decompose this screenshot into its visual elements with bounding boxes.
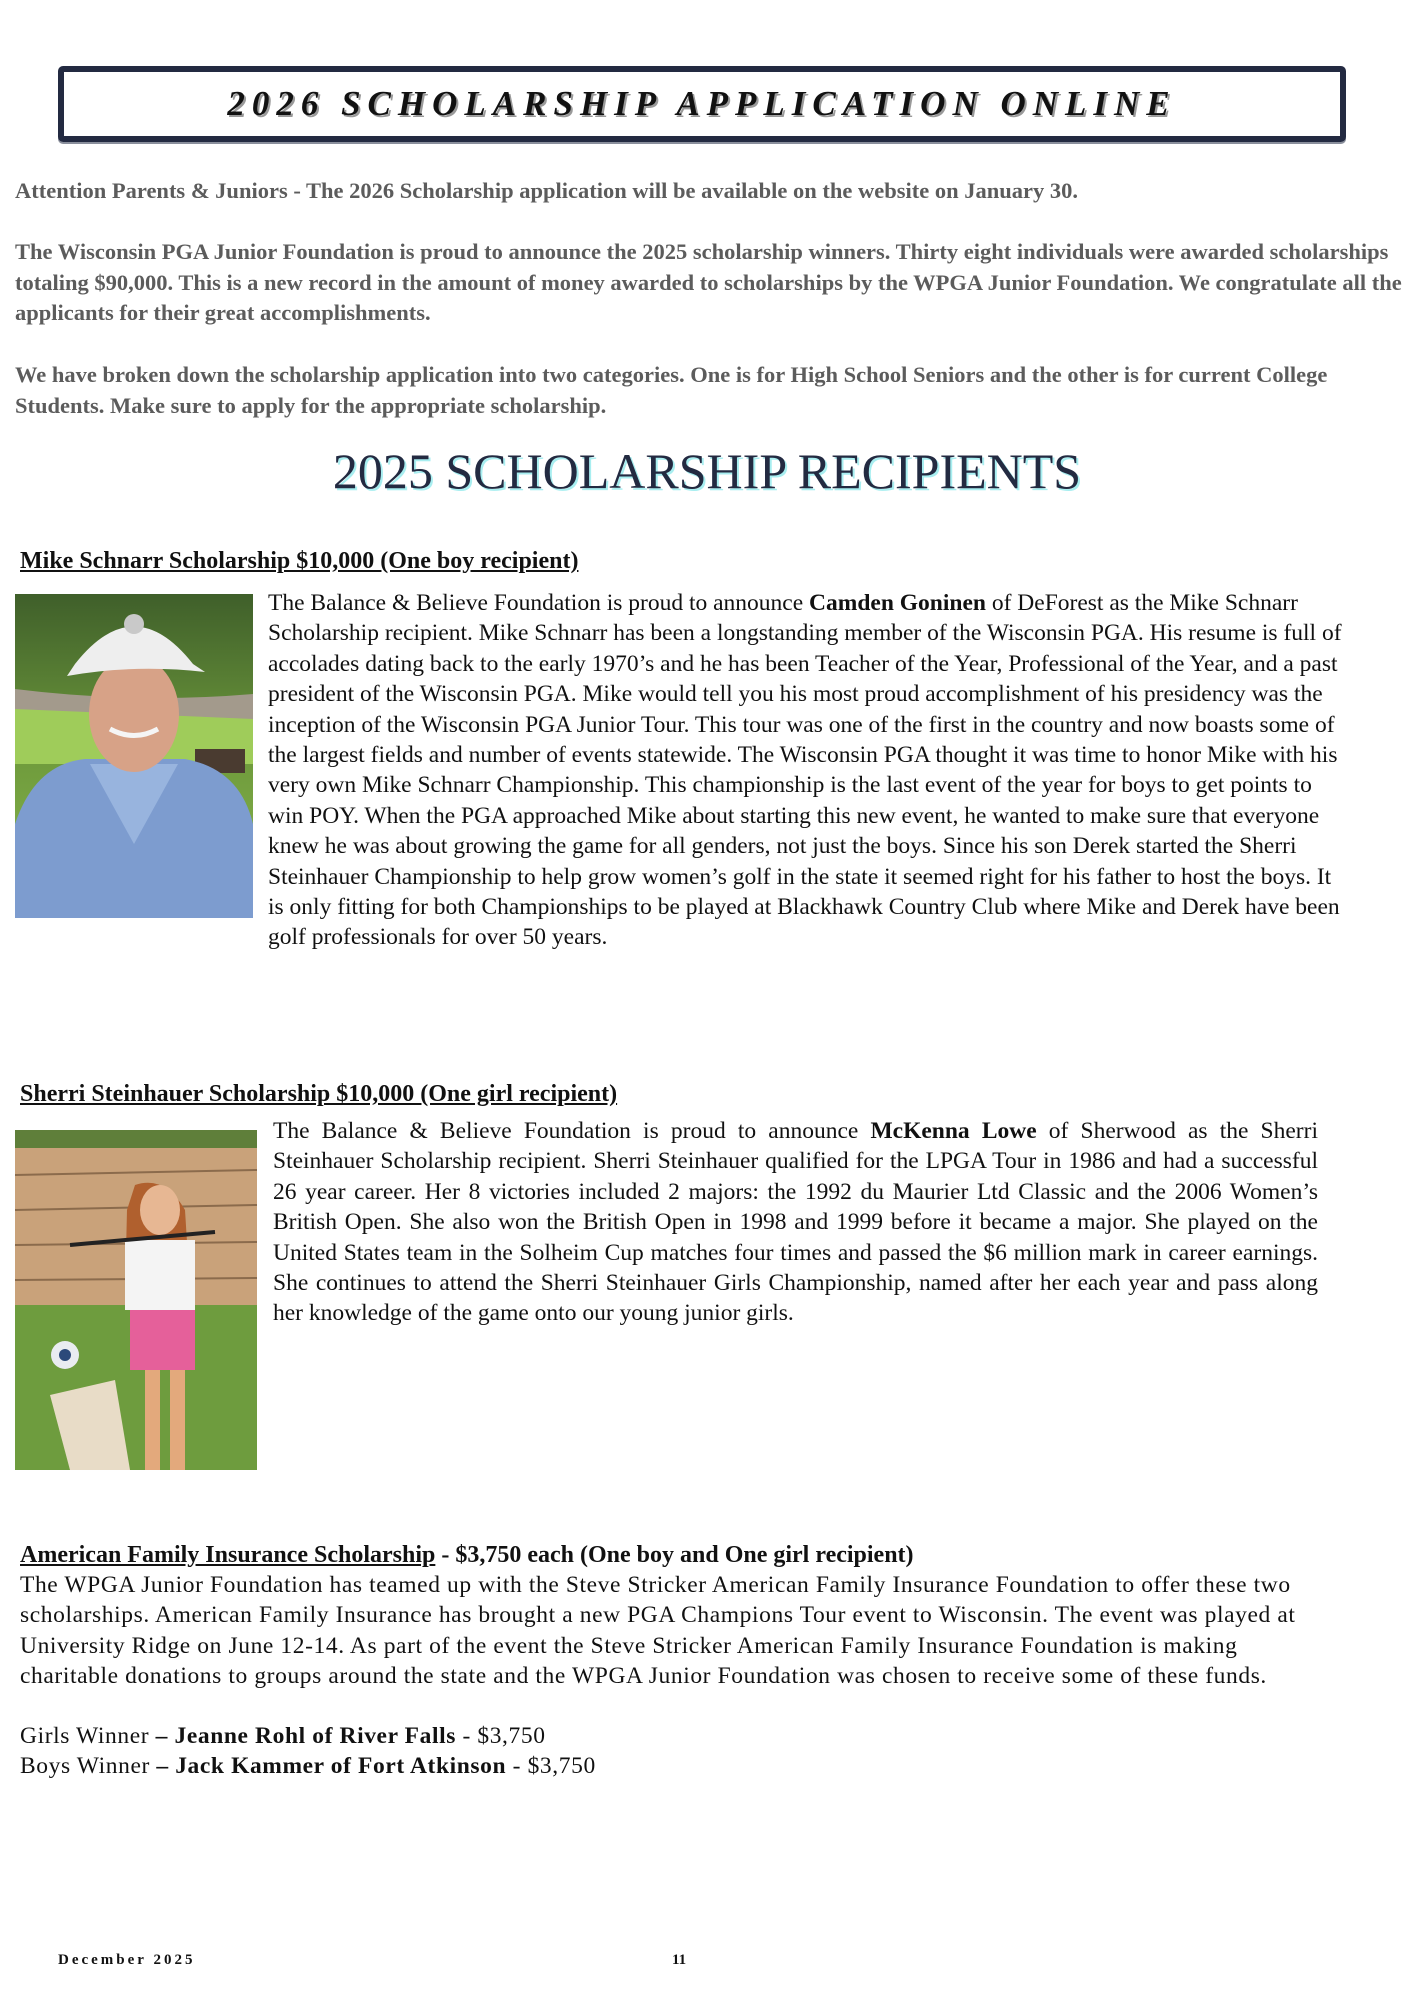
amfam-boys-winner-row [20, 1751, 1320, 1781]
intro-announcement-text: The Wisconsin PGA Junior Foundation is proud to announce the 2025 scholarship winners. Thirty eight individuals were awarded scholarships totaling $90,000. This is a new record in the amount of money awarded to scholarships by the WPGA Junior Foundation. We congratulate all the applicants for their great accomplishments. [15, 239, 1402, 325]
amfam-girls-winner-row [20, 1721, 1320, 1751]
mckenna-lowe-photo [15, 1130, 257, 1470]
girls-winner-amount: - $3,750 [455, 1723, 546, 1749]
schnarr-text-before: The Balance & Believe Foundation is proud to announce [268, 590, 810, 616]
announcement-banner [58, 66, 1346, 142]
steinhauer-body [273, 1116, 1318, 1329]
banner-title: 2026 SCHOLARSHIP APPLICATION ONLINE [227, 84, 1177, 123]
portrait-girl-icon [15, 1130, 257, 1470]
portrait-boy-icon [15, 594, 253, 918]
intro-categories-text: We have broken down the scholarship application into two categories. One is for High School Seniors and the other is for current College Students. Make sure to apply for the appropriate scholarship. [15, 362, 1328, 418]
boys-winner-amount: - $3,750 [506, 1753, 596, 1779]
intro-attention [15, 176, 1405, 207]
steinhauer-title: Sherri Steinhauer Scholarship $10,000 (One girl recipient) [20, 1081, 618, 1107]
steinhauer-text-before: The Balance & Believe Foundation is proud to announce [273, 1118, 871, 1144]
page-number: 11 [672, 1952, 687, 1968]
schnarr-title: Mike Schnarr Scholarship $10,000 (One boy recipient) [20, 548, 579, 574]
footer-date: December 2025 [58, 1952, 196, 1968]
intro-categories [15, 360, 1405, 421]
amfam-title-row [20, 1540, 1330, 1570]
boys-winner-name: – Jack Kammer of Fort Atkinson [156, 1753, 507, 1779]
amfam-title: American Family Insurance Scholarship [20, 1542, 436, 1568]
steinhauer-text-after: of Sherwood as the Sherri Steinhauer Scholarship recipient. Sherri Steinhauer qualified for the LPGA Tour in 1986 and had a successful 26 year career. Her 8 victories included 2 majors: the 1992 du Maurier Ltd Classic and the 2006 Women’s British Open. She also won the British Open in 1998 and 1999 before it became a major. She played on the United States team in the Solheim Cup matches four times and passed the $6 million mark in career earnings. She continues to attend the Sherri Steinhauer Girls Championship, named after her each year and pass along her knowledge of the game onto our young junior girls. [273, 1118, 1318, 1327]
recipients-heading: 2025 SCHOLARSHIP RECIPIENTS [332, 443, 1082, 499]
schnarr-body [268, 588, 1348, 953]
girls-winner-name: – Jeanne Rohl of River Falls [155, 1723, 456, 1749]
steinhauer-recipient-name: McKenna Lowe [870, 1118, 1037, 1144]
amfam-title-suffix: - $3,750 each (One boy and One girl recipient) [435, 1542, 914, 1568]
camden-goninen-photo [15, 594, 253, 918]
amfam-body: The WPGA Junior Foundation has teamed up with the Steve Stricker American Family Insurance Foundation to offer these two scholarships. American Family Insurance has brought a new PGA Champions Tour event to Wisconsin. The event was played at University Ridge on June 12-14. As part of the event the Steve Stricker American Family Insurance Foundation is making charitable donations to groups around the state and the WPGA Junior Foundation was chosen to receive some of these funds. [20, 1572, 1296, 1690]
boys-winner-label: Boys Winner [20, 1753, 157, 1779]
schnarr-text-after: of DeForest as the Mike Schnarr Scholarship recipient. Mike Schnarr has been a longstanding member of the Wisconsin PGA. His resume is full of accolades dating back to the early 1970’s and he has been Teacher of the Year, Professional of the Year, and a past president of the Wisconsin PGA. Mike would tell you his most proud accomplishment of his presidency was the inception of the Wisconsin PGA Junior Tour. This tour was one of the first in the country and now boasts some of the largest fields and number of events statewide. The Wisconsin PGA thought it was time to honor Mike with his very own Mike Schnarr Championship. This championship is the last event of the year for boys to get points to win POY. When the PGA approached Mike about starting this new event, he wanted to make sure that everyone knew he was about growing the game for all genders, not just the boys. Since his son Derek started the Sherri Steinhauer Championship to help grow women’s golf in the state it seemed right for his father to host the boys. It is only fitting for both Championships to be played at Blackhawk Country Club where Mike and Derek have been golf professionals for over 50 years. [268, 590, 1342, 951]
girls-winner-label: Girls Winner [20, 1723, 156, 1749]
intro-announcement [15, 237, 1405, 329]
intro-attention-text: Attention Parents & Juniors - The 2026 Scholarship application will be available on the website on January 30. [15, 178, 1079, 203]
schnarr-recipient-name: Camden Goninen [809, 590, 986, 616]
